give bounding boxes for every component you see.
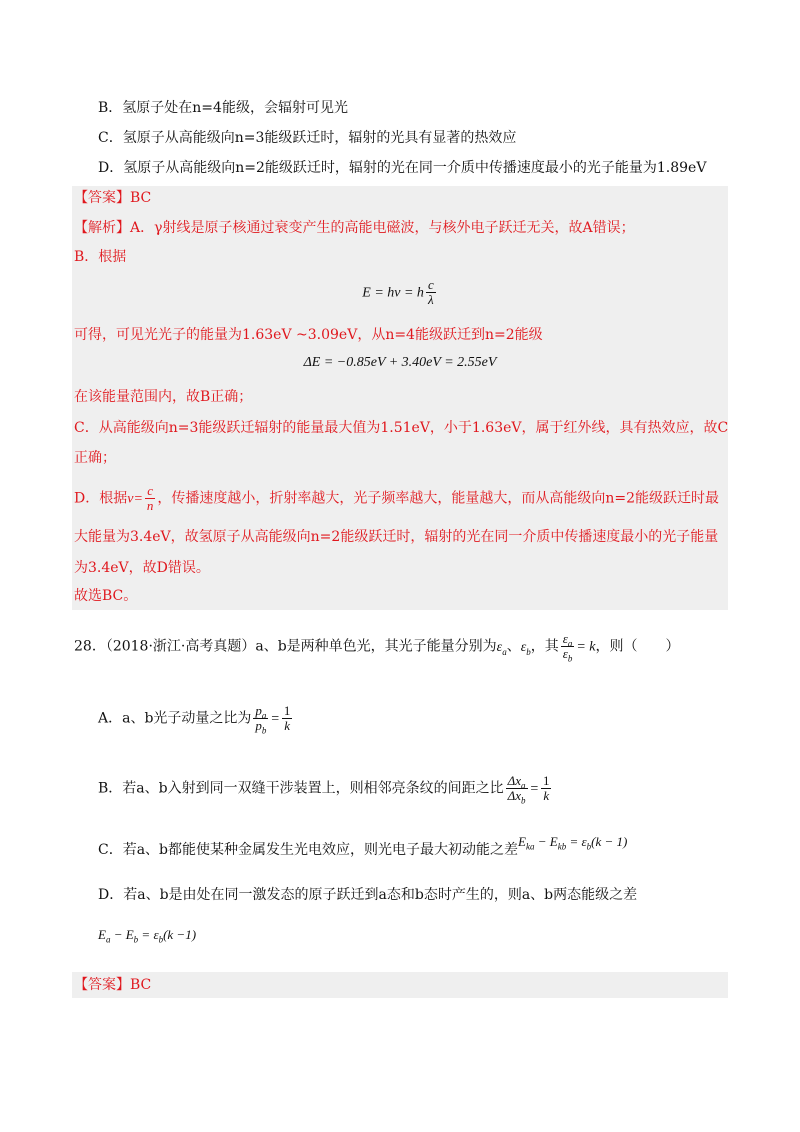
analysis-d-line1 [74,484,719,513]
delta-e-formula [0,352,800,373]
question-28-option-c [98,834,628,860]
analysis-d-line3: 为3.4eV，故D错误。 [74,560,210,576]
analysis-a [74,218,635,238]
analysis-c-line1: C．从高能级向n=3能级跃迁辐射的能量最大值为1.51eV，小于1.63eV，属于红外线，具有热效应，故C [74,420,729,436]
analysis-label: 【解析】 [74,220,130,236]
option-c: C．氢原子从高能级向n=3能级跃迁时，辐射的光具有显著的热效应 [98,130,517,146]
analysis-d-line2: 大能量为3.4eV，故氢原子从高能级向n=2能级跃迁时，辐射的光在同一介质中传播速度最小的光子能量 [74,529,719,545]
fraction-epsilon-ratio: $\frac{\varepsilon_a}{\varepsilon_b}$ [562,631,573,664]
option-b: B．氢原子处在n=4能级，会辐射可见光 [98,100,348,116]
epsilon-a: $\varepsilon_a$ [496,639,507,657]
answer-value: BC [130,190,152,206]
answer-1 [74,188,151,208]
analysis-final: 故选BC。 [74,588,138,604]
option-d: D．氢原子从高能级向n=2能级跃迁时，辐射的光在同一介质中传播速度最小的光子能量为1.89eV [98,160,707,176]
visible-range-line: 可得，可见光光子的能量为1.63eV ~3.09eV，从n=4能级跃迁到n=2能级 [74,327,543,343]
formula-e-text: E = hν = h [362,285,424,301]
question-28-option-a [98,703,294,736]
analysis-b-intro: B．根据 [74,249,127,265]
option-c-text: C．若a、b都能使某种金属发生光电效应，则光电子最大初动能之差 [98,842,519,858]
fraction-one-over-k-b: $\frac{1}{k}$ [542,773,550,803]
formula-e-diff: $E_a - E_b = \varepsilon_b(k -1)$ [98,927,197,945]
fraction-p-ratio: $\frac{p_a}{p_b}$ [255,703,267,736]
formula-v: v= [127,491,143,507]
fraction-one-over-k: $\frac{1}{k}$ [283,703,291,733]
delta-e-text: ΔE = −0.85eV + 3.40eV = 2.55eV [303,355,497,370]
fraction-dx-ratio: $\frac{\Delta x_a}{\Delta x_b}$ [507,773,526,806]
question-28-option-d: D．若a、b是由处在同一激发态的原子跃迁到a态和b态时产生的，则a、b两态能级之差 [98,887,638,903]
question-28-stem [74,631,680,664]
formula-ek-diff: $E_{ka} - E_{kb} = \varepsilon_b(k - 1)$ [518,834,628,852]
equals-k: = k [576,639,596,655]
question-28-option-b [98,773,553,806]
epsilon-b: $\varepsilon_b$ [520,639,531,657]
equals-sign: = [270,711,280,727]
stem-suffix: ，则（ ） [595,638,680,655]
answer-label: 【答案】 [74,190,130,206]
analysis-c-line2: 正确； [74,450,116,466]
option-a-text: A．a、b光子动量之比为 [98,710,252,727]
analysis-a-text: A．γ射线是原子核通过衰变产生的高能电磁波，与核外电子跃迁无关，故A错误； [130,220,635,236]
stem-prefix: 28．（2018·浙江·高考真题）a、b是两种单色光，其光子能量分别为 [74,638,497,655]
stem-mid2: ，其 [530,638,559,655]
answer-2-shade [72,972,728,998]
analysis-d-suffix: ，传播速度越小，折射率越大，光子频率越大，能量越大，而从高能级向n=2能级跃迁时最 [157,490,720,507]
stem-mid: 、 [506,638,521,655]
option-b-text: B．若a、b入射到同一双缝干涉装置上，则相邻亮条纹的间距之比 [98,780,504,797]
fraction-c-over-lambda: $\frac{c}{\lambda}$ [427,277,434,307]
fraction-c-over-n: $\frac{c}{n}$ [146,483,154,513]
analysis-b-conclusion: 在该能量范围内，故B正确； [74,389,253,405]
equals-sign-b: = [529,781,539,797]
answer-2-value: BC [130,977,152,993]
answer-2-label: 【答案】 [74,977,130,993]
question-28-option-d-formula [98,925,196,945]
analysis-d-prefix: D．根据 [74,490,128,507]
formula-e [0,278,800,307]
answer-2 [74,975,151,995]
